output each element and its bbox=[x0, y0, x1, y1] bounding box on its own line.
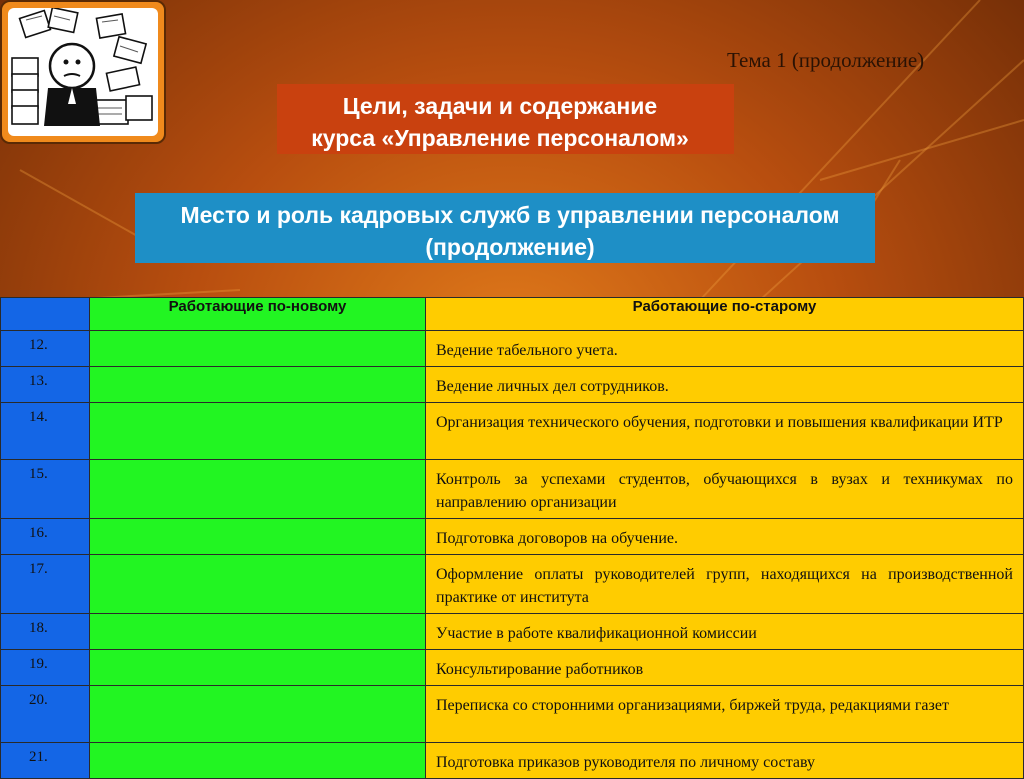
row-number: 16. bbox=[1, 519, 90, 555]
topic-label: Тема 1 (продолжение) bbox=[727, 48, 925, 72]
logo bbox=[0, 0, 166, 144]
old-cell: Консультирование работников bbox=[426, 650, 1024, 686]
title-line-1: Цели, задачи и содержание bbox=[342, 93, 658, 119]
row-number: 17. bbox=[1, 555, 90, 614]
new-cell bbox=[90, 519, 426, 555]
new-cell bbox=[90, 460, 426, 519]
table-row bbox=[1, 555, 1024, 614]
row-number: 12. bbox=[1, 331, 90, 367]
old-cell: Оформление оплаты руководителей групп, находящихся на производственной практике от института bbox=[426, 555, 1024, 614]
row-number: 18. bbox=[1, 614, 90, 650]
old-cell: Участие в работе квалификационной комиссии bbox=[426, 614, 1024, 650]
table-row bbox=[1, 650, 1024, 686]
old-cell: Ведение табельного учета. bbox=[426, 331, 1024, 367]
header-number-cell bbox=[1, 298, 90, 331]
old-cell: Подготовка приказов руководителя по личному составу bbox=[426, 743, 1024, 779]
row-number: 13. bbox=[1, 367, 90, 403]
table-row bbox=[1, 614, 1024, 650]
row-number: 20. bbox=[1, 686, 90, 743]
new-cell bbox=[90, 367, 426, 403]
row-number: 14. bbox=[1, 403, 90, 460]
new-cell bbox=[90, 650, 426, 686]
old-cell: Организация технического обучения, подготовки и повышения квалификации ИТР bbox=[426, 403, 1024, 460]
old-cell: Подготовка договоров на обучение. bbox=[426, 519, 1024, 555]
subtitle-line-2: (продолжение) bbox=[425, 234, 595, 260]
table-row bbox=[1, 367, 1024, 403]
table-header-row bbox=[1, 298, 1024, 331]
row-number: 21. bbox=[1, 743, 90, 779]
paperwork-clipart-icon bbox=[8, 8, 158, 136]
old-cell: Контроль за успехами студентов, обучающихся в вузах и техникумах по направлению организации bbox=[426, 460, 1024, 519]
new-cell bbox=[90, 555, 426, 614]
page-title bbox=[240, 90, 760, 154]
table-row bbox=[1, 460, 1024, 519]
row-number: 19. bbox=[1, 650, 90, 686]
row-number: 15. bbox=[1, 460, 90, 519]
old-cell: Переписка со сторонними организациями, биржей труда, редакциями газет bbox=[426, 686, 1024, 743]
new-cell bbox=[90, 686, 426, 743]
header-old-cell: Работающие по-старому bbox=[426, 298, 1024, 331]
new-cell bbox=[90, 743, 426, 779]
new-cell bbox=[90, 403, 426, 460]
table-row bbox=[1, 331, 1024, 367]
duties-table bbox=[0, 297, 1024, 779]
table-row bbox=[1, 686, 1024, 743]
table-row bbox=[1, 519, 1024, 555]
header-new-cell: Работающие по-новому bbox=[90, 298, 426, 331]
page-subtitle bbox=[60, 199, 960, 263]
old-cell: Ведение личных дел сотрудников. bbox=[426, 367, 1024, 403]
new-cell bbox=[90, 614, 426, 650]
title-line-2: курса «Управление персоналом» bbox=[311, 125, 689, 151]
table-row bbox=[1, 743, 1024, 779]
subtitle-line-1: Место и роль кадровых служб в управлении персоналом bbox=[180, 202, 840, 228]
new-cell bbox=[90, 331, 426, 367]
table-row bbox=[1, 403, 1024, 460]
